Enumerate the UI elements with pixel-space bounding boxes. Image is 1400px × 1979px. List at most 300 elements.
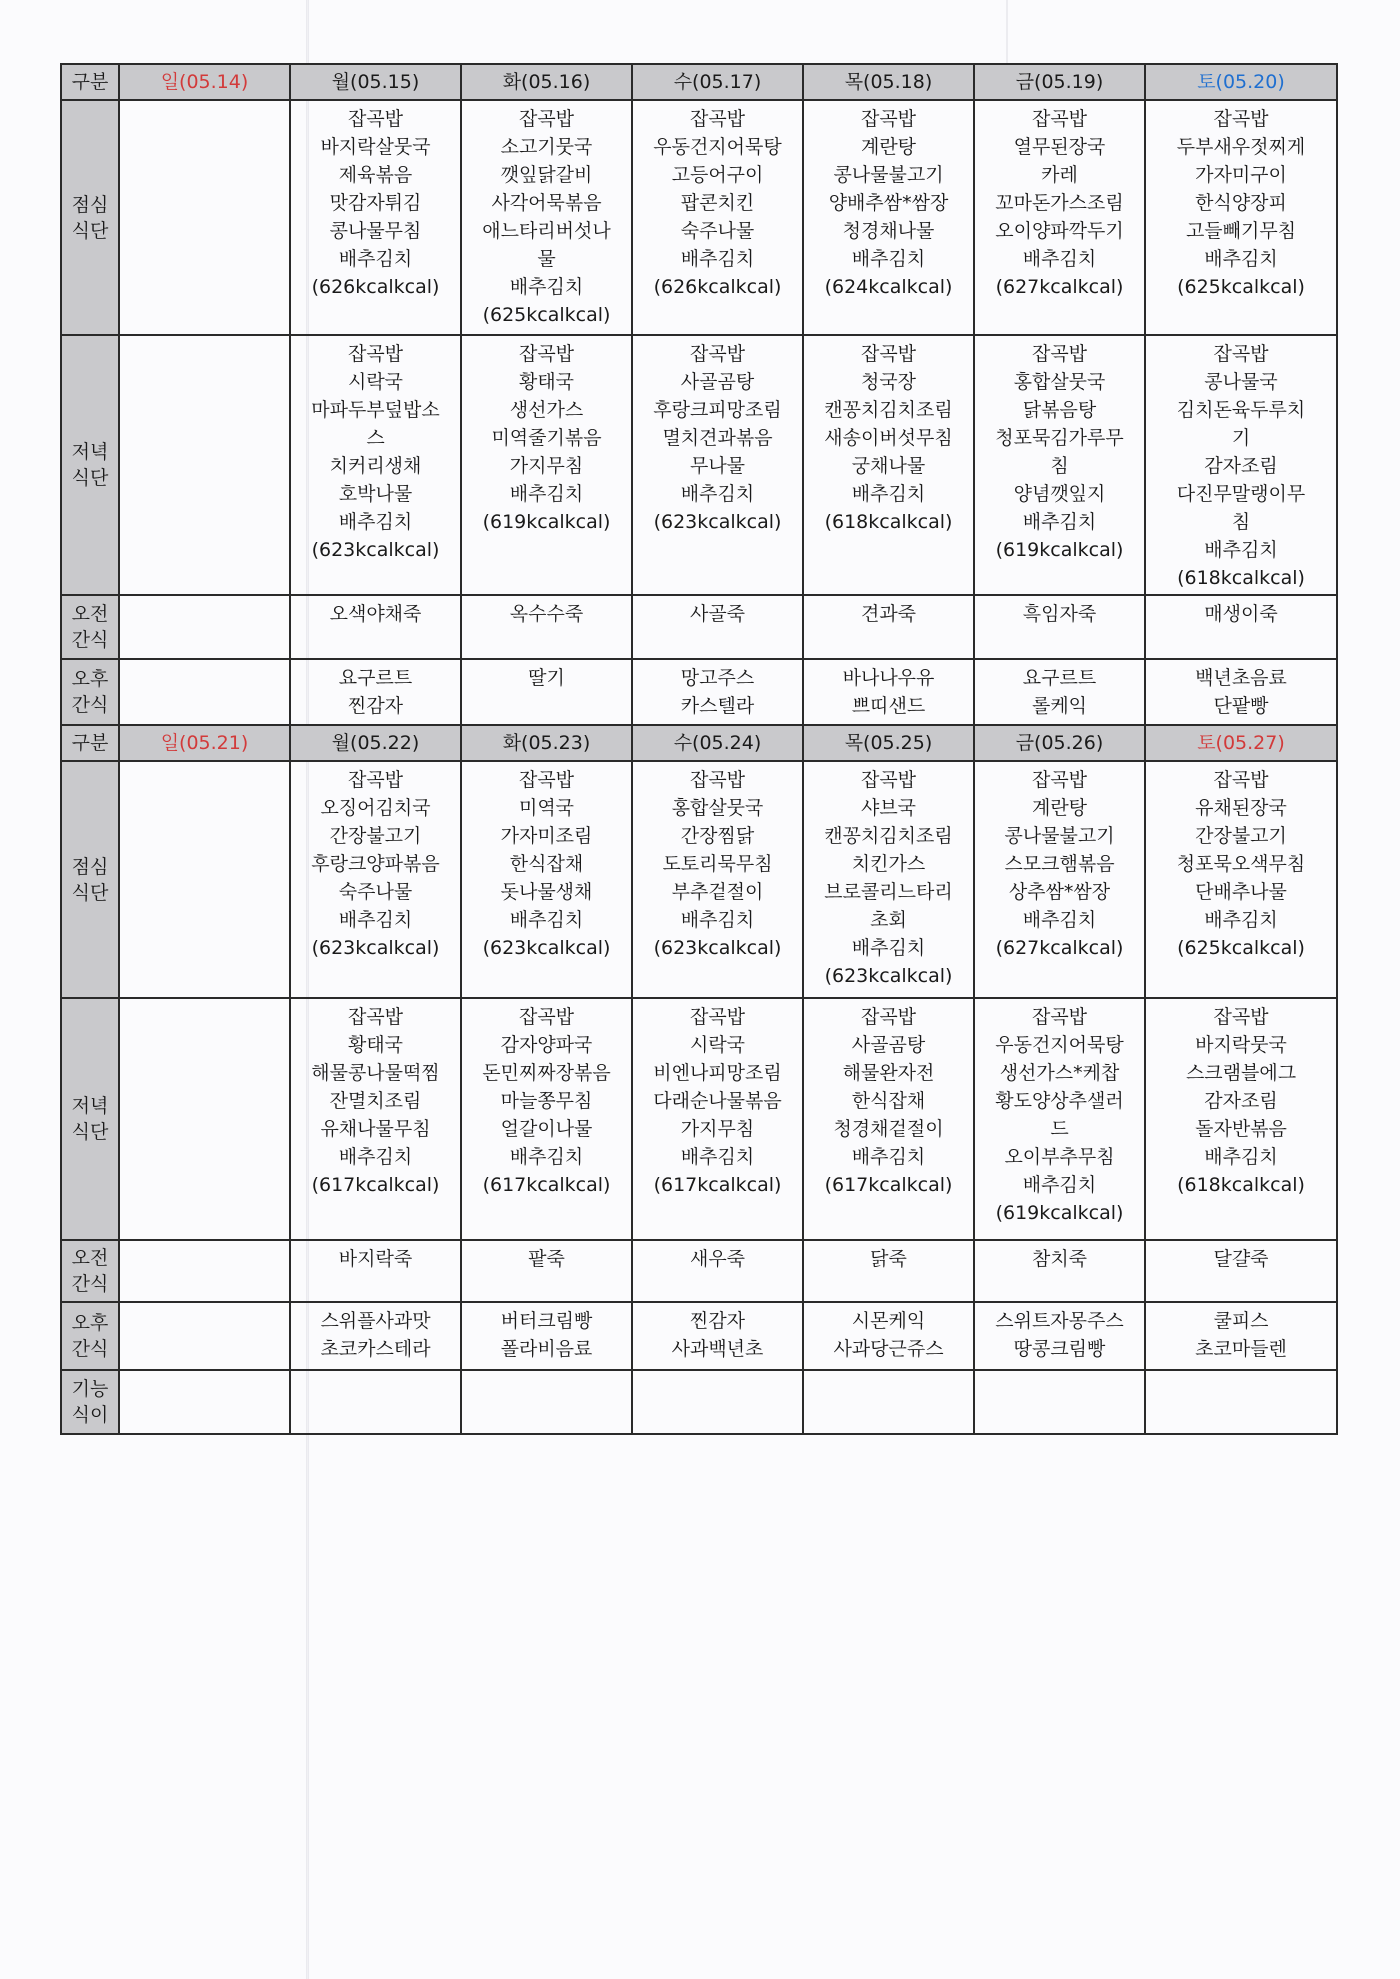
header-row xyxy=(61,725,1337,761)
menu-line: (619kcalkcal) xyxy=(995,539,1124,561)
day-header: 월(05.22) xyxy=(290,725,461,761)
menu-line: (625kcalkcal) xyxy=(482,304,611,326)
menu-cell xyxy=(803,659,974,725)
menu-cell xyxy=(461,1370,632,1434)
category-header: 구분 xyxy=(61,64,119,100)
menu-line: 요구르트 xyxy=(338,667,413,689)
row-label xyxy=(61,100,119,335)
row-label xyxy=(61,1302,119,1370)
menu-line: 계란탕 xyxy=(1031,797,1088,819)
menu-line: 초회 xyxy=(870,909,907,931)
morning-snack-row xyxy=(61,1240,1337,1302)
menu-cell xyxy=(119,100,290,335)
menu-line: 시몬케익 xyxy=(851,1310,926,1332)
lunch-row xyxy=(61,100,1337,335)
menu-line: (626kcalkcal) xyxy=(311,276,440,298)
menu-line: 배추김치 xyxy=(851,248,926,270)
menu-line: 배추김치 xyxy=(1204,248,1278,270)
menu-line: 배추김치 xyxy=(680,248,755,270)
menu-line: 땅콩크림빵 xyxy=(1013,1338,1106,1360)
header-row xyxy=(61,64,1337,100)
menu-line: 찐감자 xyxy=(689,1310,746,1332)
menu-line: 잡곡밥 xyxy=(518,769,575,791)
menu-line: 잡곡밥 xyxy=(347,343,404,365)
menu-line: 침 xyxy=(1050,455,1069,477)
menu-line: (627kcalkcal) xyxy=(995,937,1124,959)
menu-line: (618kcalkcal) xyxy=(824,511,953,533)
menu-line: 미역줄기볶음 xyxy=(491,427,602,449)
menu-line: 돌자반볶음 xyxy=(1195,1118,1287,1140)
menu-cell xyxy=(803,761,974,998)
menu-line: 간식 xyxy=(71,694,109,716)
menu-line: 호박나물 xyxy=(338,483,413,505)
menu-line: 기 xyxy=(1231,427,1251,449)
menu-cell xyxy=(119,595,290,659)
menu-line: 오색야채죽 xyxy=(329,603,422,625)
menu-line: 돗나물생채 xyxy=(500,881,593,903)
menu-line: 매생이죽 xyxy=(1204,603,1278,625)
menu-line: 청포묵오색무침 xyxy=(1176,853,1306,875)
menu-line: 배추김치 xyxy=(1204,1146,1278,1168)
menu-line: 점심 xyxy=(71,193,109,216)
menu-line: 배추김치 xyxy=(509,909,584,931)
menu-line: 시락국 xyxy=(689,1034,746,1056)
day-header: 수(05.17) xyxy=(632,64,803,100)
menu-line: 배추김치 xyxy=(851,483,926,505)
menu-line: 오전 xyxy=(71,603,109,625)
menu-line: (625kcalkcal) xyxy=(1177,937,1305,959)
menu-line: 후랑크피망조림 xyxy=(653,399,782,421)
menu-cell xyxy=(1145,335,1337,595)
menu-cell xyxy=(632,659,803,725)
menu-line: (623kcalkcal) xyxy=(311,937,440,959)
menu-line: 계란탕 xyxy=(860,136,917,158)
menu-line: 잡곡밥 xyxy=(1213,108,1269,130)
menu-line: 저녁 xyxy=(71,441,109,463)
menu-line: 카레 xyxy=(1041,164,1078,186)
menu-line: 롤케익 xyxy=(1031,695,1088,717)
menu-line: 배추김치 xyxy=(509,276,584,298)
menu-line: 잡곡밥 xyxy=(347,1006,404,1028)
menu-cell xyxy=(461,1240,632,1302)
menu-line: 배추김치 xyxy=(1022,248,1097,270)
menu-line: 배추김치 xyxy=(851,937,926,959)
menu-line: 마파두부덮밥소 xyxy=(311,399,440,421)
menu-line: 초코마들렌 xyxy=(1195,1338,1287,1360)
menu-line: 감자조림 xyxy=(1204,1090,1278,1112)
menu-line: 사골죽 xyxy=(689,603,746,625)
menu-line: 유채된장국 xyxy=(1195,797,1287,819)
menu-line: 생선가스*케찹 xyxy=(999,1062,1120,1084)
menu-line: 궁채나물 xyxy=(851,455,926,477)
lunch-row xyxy=(61,761,1337,998)
menu-cell xyxy=(632,1240,803,1302)
menu-line: 두부새우젓찌게 xyxy=(1176,136,1306,158)
menu-line: 흑임자죽 xyxy=(1022,603,1097,625)
menu-line: 요구르트 xyxy=(1022,667,1097,689)
day-header: 금(05.26) xyxy=(974,725,1145,761)
menu-line: 잡곡밥 xyxy=(1213,769,1269,791)
menu-line: 배추김치 xyxy=(1022,1174,1097,1196)
menu-line: 식단 xyxy=(71,219,109,242)
menu-line: (617kcalkcal) xyxy=(824,1174,953,1196)
menu-line: 잡곡밥 xyxy=(518,108,575,130)
menu-line: 생선가스 xyxy=(509,399,584,421)
menu-line: (618kcalkcal) xyxy=(1177,1174,1305,1196)
menu-line: 고들빼기무침 xyxy=(1185,220,1297,242)
menu-cell xyxy=(119,335,290,595)
menu-line: 식단 xyxy=(71,1121,109,1143)
menu-line: 간장불고기 xyxy=(1195,825,1287,847)
menu-cell xyxy=(461,659,632,725)
menu-line: 숙주나물 xyxy=(338,881,413,903)
menu-line: (619kcalkcal) xyxy=(482,511,611,533)
menu-line: 양배추쌈*쌈장 xyxy=(828,192,949,214)
menu-line: 콩나물국 xyxy=(1204,371,1278,393)
menu-cell xyxy=(1145,1370,1337,1434)
menu-line: (627kcalkcal) xyxy=(995,276,1124,298)
menu-line: 잔멸치조림 xyxy=(329,1090,422,1112)
menu-line: 망고주스 xyxy=(680,667,755,689)
menu-cell xyxy=(290,1240,461,1302)
row-label xyxy=(61,595,119,659)
menu-cell xyxy=(290,595,461,659)
menu-cell xyxy=(632,761,803,998)
afternoon-snack-row xyxy=(61,659,1337,725)
menu-cell xyxy=(119,998,290,1240)
menu-line: 견과죽 xyxy=(860,603,917,625)
menu-line: 숙주나물 xyxy=(680,220,755,242)
menu-line: 버터크림빵 xyxy=(500,1310,593,1332)
row-label xyxy=(61,659,119,725)
menu-cell xyxy=(119,1302,290,1370)
menu-line: 황도양상추샐러 xyxy=(995,1090,1124,1112)
menu-line: 오이양파깍두기 xyxy=(995,220,1124,242)
menu-line: 잡곡밥 xyxy=(1213,1006,1269,1028)
menu-line: 황태국 xyxy=(347,1034,404,1056)
menu-line: 오징어김치국 xyxy=(320,797,431,819)
menu-line: 배추김치 xyxy=(509,1146,584,1168)
menu-line: 찐감자 xyxy=(347,695,404,717)
menu-line: 김치돈육두루치 xyxy=(1176,399,1306,421)
menu-line: 달걀죽 xyxy=(1213,1248,1269,1270)
menu-line: 도토리묵무침 xyxy=(662,853,773,875)
menu-line: 마늘쫑무침 xyxy=(500,1090,593,1112)
menu-line: 소고기뭇국 xyxy=(500,136,593,158)
menu-line: 스위플사과맛 xyxy=(320,1310,431,1332)
menu-line: 멸치견과볶음 xyxy=(662,427,773,449)
menu-cell xyxy=(803,998,974,1240)
menu-line: 치킨가스 xyxy=(851,853,926,875)
menu-line: 우동건지어묵탕 xyxy=(995,1034,1124,1056)
menu-line: 배추김치 xyxy=(680,909,755,931)
menu-line: 배추김치 xyxy=(1204,539,1278,561)
menu-line: 배추김치 xyxy=(680,1146,755,1168)
menu-line: (617kcalkcal) xyxy=(653,1174,782,1196)
menu-cell xyxy=(461,595,632,659)
menu-line: 스모크햄볶음 xyxy=(1004,853,1115,875)
category-header: 구분 xyxy=(61,725,119,761)
menu-cell xyxy=(974,1370,1145,1434)
menu-line: 해물완자전 xyxy=(842,1062,935,1084)
menu-line: 간식 xyxy=(71,629,109,651)
menu-line: 다진무말랭이무 xyxy=(1176,483,1306,505)
menu-line: (623kcalkcal) xyxy=(653,511,782,533)
menu-line: 침 xyxy=(1231,511,1251,533)
menu-line: (617kcalkcal) xyxy=(311,1174,440,1196)
menu-line: 배추김치 xyxy=(509,483,584,505)
menu-line: (617kcalkcal) xyxy=(482,1174,611,1196)
menu-line: 후랑크양파볶음 xyxy=(311,853,440,875)
day-header: 수(05.24) xyxy=(632,725,803,761)
menu-line: 브로콜리느타리 xyxy=(824,881,953,903)
menu-line: 상추쌈*쌈장 xyxy=(1008,881,1111,903)
menu-cell xyxy=(290,1370,461,1434)
day-header: 금(05.19) xyxy=(974,64,1145,100)
menu-cell xyxy=(290,1302,461,1370)
menu-line: 새우죽 xyxy=(689,1248,746,1270)
menu-line: 양념깻잎지 xyxy=(1013,483,1106,505)
menu-line: 잡곡밥 xyxy=(689,108,746,130)
menu-line: 콩나물무침 xyxy=(329,220,422,242)
row-label xyxy=(61,335,119,595)
menu-cell xyxy=(119,1240,290,1302)
menu-line: 캔꽁치김치조림 xyxy=(824,399,953,421)
menu-line: 황태국 xyxy=(518,371,575,393)
menu-line: 배추김치 xyxy=(338,248,413,270)
menu-line: 닭볶음탕 xyxy=(1022,399,1097,421)
menu-line: 배추김치 xyxy=(338,1146,413,1168)
menu-line: 스 xyxy=(366,427,385,449)
menu-line: 사과당근쥬스 xyxy=(833,1338,944,1360)
menu-cell xyxy=(1145,761,1337,998)
menu-line: 잡곡밥 xyxy=(347,769,404,791)
menu-cell xyxy=(119,761,290,998)
menu-line: 감자조림 xyxy=(1204,455,1278,477)
menu-cell xyxy=(803,595,974,659)
menu-line: 샤브국 xyxy=(860,797,917,819)
menu-line: 무나물 xyxy=(689,455,746,477)
menu-line: 새송이버섯무침 xyxy=(824,427,953,449)
menu-line: 다래순나물볶음 xyxy=(653,1090,782,1112)
menu-line: 잡곡밥 xyxy=(689,1006,746,1028)
menu-line: 간식 xyxy=(71,1338,109,1360)
menu-line: 바나나우유 xyxy=(842,667,935,689)
menu-line: 드 xyxy=(1050,1118,1069,1140)
menu-line: (623kcalkcal) xyxy=(482,937,611,959)
menu-line: 홍합살뭇국 xyxy=(1013,371,1106,393)
weekly-meal-table xyxy=(60,63,1338,1435)
day-header: 화(05.23) xyxy=(461,725,632,761)
menu-line: 오후 xyxy=(71,668,109,690)
menu-line: (624kcalkcal) xyxy=(824,276,953,298)
menu-line: 오이부추무침 xyxy=(1004,1146,1115,1168)
menu-cell xyxy=(461,998,632,1240)
menu-line: 한식잡채 xyxy=(851,1090,926,1112)
menu-line: 잡곡밥 xyxy=(860,1006,917,1028)
menu-cell xyxy=(632,335,803,595)
menu-line: 단배추나물 xyxy=(1195,881,1287,903)
menu-cell xyxy=(974,1240,1145,1302)
menu-line: (626kcalkcal) xyxy=(653,276,782,298)
menu-cell xyxy=(803,335,974,595)
menu-cell xyxy=(632,1302,803,1370)
day-header: 토(05.20) xyxy=(1145,64,1337,100)
menu-line: 우동건지어묵탕 xyxy=(653,136,782,158)
menu-line: 잡곡밥 xyxy=(860,108,917,130)
menu-cell xyxy=(803,100,974,335)
menu-line: 청경채나물 xyxy=(842,220,935,242)
menu-cell xyxy=(290,100,461,335)
menu-cell xyxy=(974,1302,1145,1370)
menu-line: 콩나물불고기 xyxy=(833,164,944,186)
menu-line: 폴라비음료 xyxy=(500,1338,593,1360)
menu-line: 청국장 xyxy=(860,371,917,393)
menu-line: 단팥빵 xyxy=(1213,695,1269,717)
menu-line: 닭죽 xyxy=(870,1248,907,1270)
menu-line: 스크램블에그 xyxy=(1185,1062,1297,1084)
day-header: 일(05.21) xyxy=(119,725,290,761)
morning-snack-row xyxy=(61,595,1337,659)
menu-cell xyxy=(974,100,1145,335)
row-label xyxy=(61,1370,119,1434)
menu-line: 시락국 xyxy=(347,371,404,393)
menu-line: 식단 xyxy=(71,881,109,904)
menu-line: 스위트자몽주스 xyxy=(995,1310,1124,1332)
menu-line: 홍합살뭇국 xyxy=(671,797,764,819)
menu-line: 잡곡밥 xyxy=(860,769,917,791)
menu-cell xyxy=(632,595,803,659)
menu-cell xyxy=(632,998,803,1240)
menu-line: 치커리생채 xyxy=(329,455,422,477)
menu-line: 가자미조림 xyxy=(500,825,593,847)
menu-line: 잡곡밥 xyxy=(1031,343,1088,365)
menu-cell xyxy=(290,659,461,725)
menu-cell xyxy=(1145,595,1337,659)
menu-line: 바지락죽 xyxy=(338,1248,413,1270)
menu-line: 잡곡밥 xyxy=(1031,1006,1088,1028)
menu-line: 맛감자튀김 xyxy=(329,192,422,214)
menu-line: 배추김치 xyxy=(338,909,413,931)
menu-cell xyxy=(974,998,1145,1240)
menu-line: 가자미구이 xyxy=(1195,164,1287,186)
menu-line: 제육볶음 xyxy=(338,164,413,186)
menu-line: (623kcalkcal) xyxy=(653,937,782,959)
menu-line: 한식잡채 xyxy=(509,853,584,875)
menu-cell xyxy=(1145,1240,1337,1302)
menu-line: 기능 xyxy=(71,1378,109,1400)
menu-line: 잡곡밥 xyxy=(1213,343,1269,365)
menu-cell xyxy=(974,595,1145,659)
menu-line: 쁘띠샌드 xyxy=(851,695,926,717)
menu-line: 사골곰탕 xyxy=(851,1034,926,1056)
menu-line: 배추김치 xyxy=(851,1146,926,1168)
menu-line: 얼갈이나물 xyxy=(500,1118,593,1140)
menu-cell xyxy=(1145,100,1337,335)
menu-line: 오전 xyxy=(71,1247,109,1269)
menu-line: 사각어묵볶음 xyxy=(491,192,602,214)
dinner-row xyxy=(61,335,1337,595)
menu-line: 점심 xyxy=(71,855,109,878)
menu-cell xyxy=(803,1240,974,1302)
menu-line: 감자양파국 xyxy=(500,1034,593,1056)
menu-line: 가지무침 xyxy=(680,1118,755,1140)
menu-line: 간장불고기 xyxy=(329,825,422,847)
menu-line: 유채나물무침 xyxy=(320,1118,431,1140)
menu-cell xyxy=(1145,659,1337,725)
menu-line: 비엔나피망조림 xyxy=(653,1062,782,1084)
menu-line: 한식양장피 xyxy=(1195,192,1287,214)
row-label xyxy=(61,998,119,1240)
menu-line: 애느타리버섯나 xyxy=(482,220,611,242)
menu-line: 사과백년초 xyxy=(671,1338,764,1360)
menu-line: (618kcalkcal) xyxy=(1177,567,1305,589)
menu-line: 바지락뭇국 xyxy=(1195,1034,1287,1056)
menu-cell xyxy=(1145,998,1337,1240)
menu-line: 팝콘치킨 xyxy=(680,192,755,214)
menu-cell xyxy=(974,761,1145,998)
menu-line: 배추김치 xyxy=(680,483,755,505)
menu-line: 잡곡밥 xyxy=(1031,108,1088,130)
menu-line: 배추김치 xyxy=(1204,909,1278,931)
menu-line: 미역국 xyxy=(518,797,575,819)
menu-line: 초코카스테라 xyxy=(320,1338,431,1360)
menu-line: 오후 xyxy=(71,1312,109,1334)
menu-cell xyxy=(632,1370,803,1434)
menu-line: 식단 xyxy=(71,467,109,489)
menu-line: 잡곡밥 xyxy=(689,769,746,791)
menu-line: 백년초음료 xyxy=(1195,667,1287,689)
day-header: 월(05.15) xyxy=(290,64,461,100)
menu-line: 바지락살뭇국 xyxy=(320,136,431,158)
menu-cell xyxy=(119,659,290,725)
day-header: 목(05.18) xyxy=(803,64,974,100)
menu-cell xyxy=(461,100,632,335)
menu-cell xyxy=(461,1302,632,1370)
menu-line: 청포묵김가루무 xyxy=(995,427,1124,449)
menu-line: 꼬마돈가스조림 xyxy=(995,192,1124,214)
menu-line: 콩나물불고기 xyxy=(1004,825,1115,847)
menu-line: 열무된장국 xyxy=(1013,136,1106,158)
menu-line: 간식 xyxy=(71,1273,109,1295)
menu-cell xyxy=(974,659,1145,725)
dinner-row xyxy=(61,998,1337,1240)
menu-line: 배추김치 xyxy=(1022,909,1097,931)
menu-line: 부추겉절이 xyxy=(671,881,764,903)
menu-cell xyxy=(632,100,803,335)
menu-cell xyxy=(290,761,461,998)
day-header: 일(05.14) xyxy=(119,64,290,100)
menu-line: 배추김치 xyxy=(338,511,413,533)
menu-line: 고등어구이 xyxy=(671,164,764,186)
day-header: 화(05.16) xyxy=(461,64,632,100)
menu-line: 딸기 xyxy=(528,667,565,689)
afternoon-snack-row xyxy=(61,1302,1337,1370)
menu-line: 잡곡밥 xyxy=(689,343,746,365)
menu-line: 잡곡밥 xyxy=(1031,769,1088,791)
menu-line: 카스텔라 xyxy=(680,695,755,717)
menu-cell xyxy=(803,1370,974,1434)
menu-cell xyxy=(290,335,461,595)
day-header: 목(05.25) xyxy=(803,725,974,761)
menu-line: (623kcalkcal) xyxy=(311,539,440,561)
menu-cell xyxy=(803,1302,974,1370)
menu-line: 옥수수죽 xyxy=(509,603,584,625)
menu-line: 물 xyxy=(537,248,556,270)
menu-cell xyxy=(974,335,1145,595)
menu-line: 참치죽 xyxy=(1031,1248,1088,1270)
menu-line: 청경채겉절이 xyxy=(833,1118,944,1140)
